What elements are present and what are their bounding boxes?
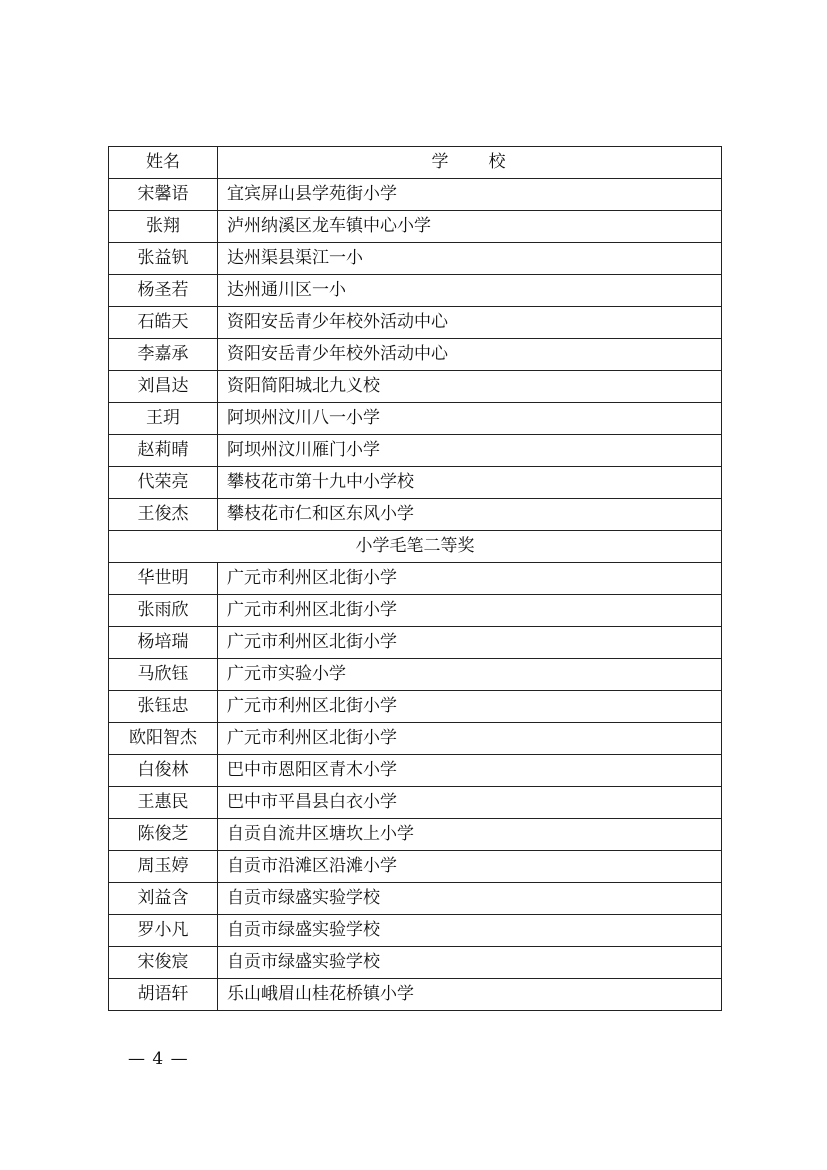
student-name: 赵莉晴	[109, 435, 218, 467]
table-row	[109, 499, 722, 531]
student-name: 陈俊芝	[109, 819, 218, 851]
school-name: 自贡自流井区塘坎上小学	[218, 819, 722, 851]
student-name: 罗小凡	[109, 915, 218, 947]
school-name: 广元市利州区北街小学	[218, 691, 722, 723]
student-name: 白俊林	[109, 755, 218, 787]
school-name: 攀枝花市第十九中小学校	[218, 467, 722, 499]
table-row	[109, 467, 722, 499]
table-row	[109, 403, 722, 435]
school-name: 阿坝州汶川雁门小学	[218, 435, 722, 467]
header-name: 姓名	[109, 147, 218, 179]
table-row	[109, 819, 722, 851]
school-name: 泸州纳溪区龙车镇中心小学	[218, 211, 722, 243]
school-name: 达州渠县渠江一小	[218, 243, 722, 275]
student-name: 王惠民	[109, 787, 218, 819]
table-row	[109, 755, 722, 787]
section-title: 小学毛笔二等奖	[109, 531, 722, 563]
table-row	[109, 979, 722, 1011]
school-name: 攀枝花市仁和区东风小学	[218, 499, 722, 531]
student-name: 周玉婷	[109, 851, 218, 883]
student-name: 张雨欣	[109, 595, 218, 627]
student-name: 王玥	[109, 403, 218, 435]
student-name: 华世明	[109, 563, 218, 595]
table-row	[109, 275, 722, 307]
table-body	[109, 179, 722, 1011]
table-row	[109, 627, 722, 659]
school-name: 自贡市绿盛实验学校	[218, 947, 722, 979]
table-row	[109, 883, 722, 915]
school-name: 广元市实验小学	[218, 659, 722, 691]
table-header-row	[109, 147, 722, 179]
school-name: 乐山峨眉山桂花桥镇小学	[218, 979, 722, 1011]
school-name: 广元市利州区北街小学	[218, 563, 722, 595]
school-name: 巴中市平昌县白衣小学	[218, 787, 722, 819]
table-row	[109, 371, 722, 403]
section-row	[109, 531, 722, 563]
student-name: 代荣亮	[109, 467, 218, 499]
student-name: 宋俊宸	[109, 947, 218, 979]
school-name: 资阳简阳城北九义校	[218, 371, 722, 403]
student-name: 马欣钰	[109, 659, 218, 691]
table-row	[109, 723, 722, 755]
school-name: 广元市利州区北街小学	[218, 723, 722, 755]
table-row	[109, 787, 722, 819]
school-name: 宜宾屏山县学苑街小学	[218, 179, 722, 211]
school-name: 自贡市沿滩区沿滩小学	[218, 851, 722, 883]
table-row	[109, 851, 722, 883]
student-name: 宋馨语	[109, 179, 218, 211]
table-row	[109, 915, 722, 947]
student-name: 欧阳智杰	[109, 723, 218, 755]
table-row	[109, 563, 722, 595]
school-name: 自贡市绿盛实验学校	[218, 915, 722, 947]
school-name: 广元市利州区北街小学	[218, 595, 722, 627]
school-name: 巴中市恩阳区青木小学	[218, 755, 722, 787]
school-name: 自贡市绿盛实验学校	[218, 883, 722, 915]
student-name: 张翔	[109, 211, 218, 243]
student-name: 张益钒	[109, 243, 218, 275]
school-name: 达州通川区一小	[218, 275, 722, 307]
school-name: 阿坝州汶川八一小学	[218, 403, 722, 435]
header-school: 学 校	[218, 147, 722, 179]
student-name: 胡语轩	[109, 979, 218, 1011]
student-name: 杨圣若	[109, 275, 218, 307]
page-number: — 4 —	[128, 1049, 189, 1069]
table-row	[109, 179, 722, 211]
student-name: 王俊杰	[109, 499, 218, 531]
school-name: 资阳安岳青少年校外活动中心	[218, 307, 722, 339]
student-name: 李嘉承	[109, 339, 218, 371]
table-row	[109, 435, 722, 467]
table-row	[109, 659, 722, 691]
student-name: 石皓天	[109, 307, 218, 339]
table-row	[109, 339, 722, 371]
table-row	[109, 691, 722, 723]
table-row	[109, 595, 722, 627]
table-row	[109, 947, 722, 979]
student-name: 刘益含	[109, 883, 218, 915]
student-name: 杨培瑞	[109, 627, 218, 659]
table-row	[109, 211, 722, 243]
school-name: 广元市利州区北街小学	[218, 627, 722, 659]
school-name: 资阳安岳青少年校外活动中心	[218, 339, 722, 371]
table-row	[109, 243, 722, 275]
student-name: 刘昌达	[109, 371, 218, 403]
award-table	[108, 146, 722, 1011]
student-name: 张钰忠	[109, 691, 218, 723]
table-row	[109, 307, 722, 339]
